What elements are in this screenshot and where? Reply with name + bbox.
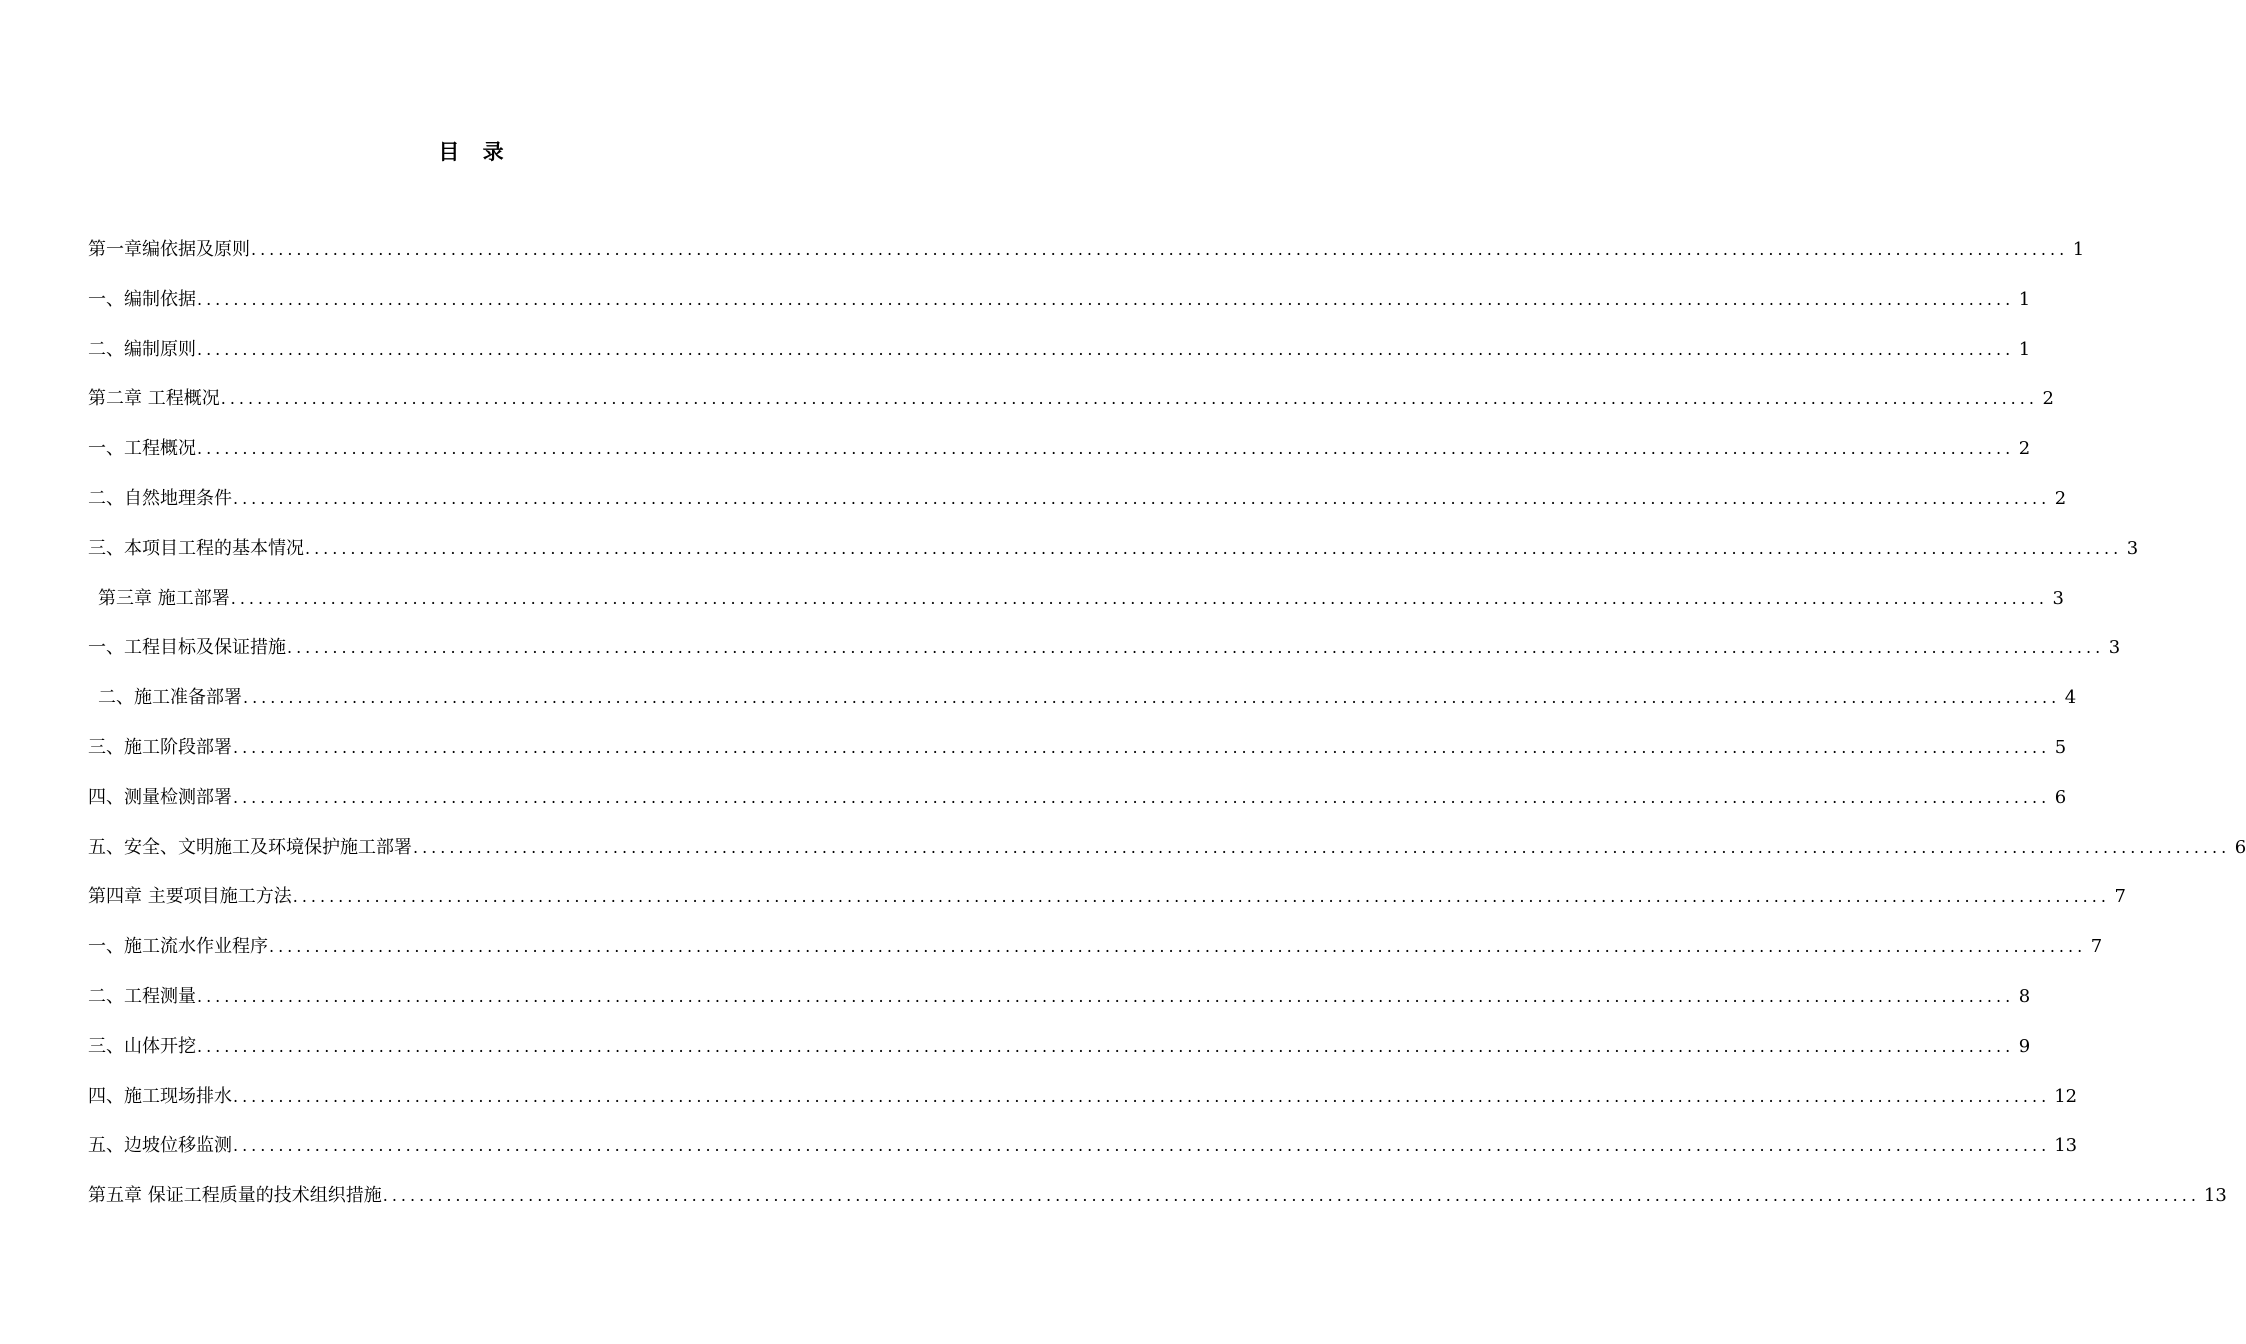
toc-entry-text: 四、施工现场排水 [88, 1085, 232, 1107]
toc-page-number: 13 [2054, 1135, 2078, 1157]
toc-page-number: 8 [2018, 985, 2031, 1007]
toc-entry-text: 三、本项目工程的基本情况 [88, 537, 304, 559]
toc-dot-leader: ........................................................................................................................................................................................................ [292, 887, 2110, 907]
toc-page-number: 6 [2054, 786, 2067, 808]
toc-dot-leader: ........................................................................................................................................................................................................ [220, 389, 2038, 409]
toc-entry[interactable] [88, 930, 2103, 980]
toc-entry[interactable] [88, 831, 2246, 881]
toc-entry[interactable] [88, 1080, 2078, 1130]
toc-page-number: 7 [2090, 936, 2103, 958]
toc-entry[interactable] [88, 1129, 2078, 1179]
toc-dot-leader: ........................................................................................................................................................................................................ [197, 1036, 2015, 1056]
toc-page-number: 12 [2054, 1085, 2078, 1107]
toc-entry-text: 二、自然地理条件 [88, 487, 232, 509]
toc-dot-leader: ........................................................................................................................................................................................................ [382, 1186, 2200, 1206]
toc-page-number: 13 [2203, 1185, 2227, 1207]
toc-entry[interactable] [88, 382, 2054, 432]
toc-page-number: 2 [2054, 487, 2067, 509]
toc-entry-text: 二、编制原则 [88, 338, 196, 360]
toc-entry-text: 一、工程目标及保证措施 [88, 637, 286, 659]
toc-entry[interactable] [88, 1179, 2227, 1229]
toc-dot-leader: ........................................................................................................................................................................................................ [413, 837, 2231, 857]
toc-dot-leader: ........................................................................................................................................................................................................ [287, 638, 2105, 658]
toc-entry-text: 第二章 工程概况 [88, 388, 220, 410]
toc-dot-leader: ........................................................................................................................................................................................................ [233, 1136, 2051, 1156]
toc-entry-text: 二、施工准备部署 [98, 687, 242, 709]
toc-dot-leader: ........................................................................................................................................................................................................ [233, 1086, 2051, 1106]
toc-entry[interactable] [88, 681, 2077, 731]
toc-page-number: 1 [2018, 288, 2031, 310]
toc-page-number: 5 [2054, 736, 2067, 758]
toc-entry-text: 五、边坡位移监测 [88, 1135, 232, 1157]
toc-entry[interactable] [88, 731, 2067, 781]
toc-dot-leader: ........................................................................................................................................................................................................ [197, 339, 2015, 359]
toc-title: 目 录 [438, 139, 512, 164]
toc-entry-text: 第三章 施工部署 [98, 587, 230, 609]
toc-entry[interactable] [88, 980, 2031, 1030]
toc-dot-leader: ........................................................................................................................................................................................................ [305, 538, 2123, 558]
toc-entry[interactable] [88, 532, 2139, 582]
toc-page-number: 9 [2018, 1035, 2031, 1057]
toc-dot-leader: ........................................................................................................................................................................................................ [251, 240, 2069, 259]
toc-page-number: 1 [2072, 239, 2085, 260]
toc-entry-text: 四、测量检测部署 [88, 786, 232, 808]
toc-page-number: 1 [2018, 338, 2031, 360]
toc-entry-text: 第一章编依据及原则 [88, 239, 250, 260]
toc-entry-text: 二、工程测量 [88, 985, 196, 1007]
toc-entry[interactable] [88, 233, 2085, 283]
toc-dot-leader: ........................................................................................................................................................................................................ [197, 289, 2015, 309]
toc-page-number: 2 [2042, 388, 2054, 410]
toc-entry-text: 一、编制依据 [88, 288, 196, 310]
toc-dot-leader: ........................................................................................................................................................................................................ [233, 787, 2051, 807]
toc-page-number: 3 [2052, 587, 2064, 609]
toc-entry[interactable] [88, 482, 2067, 532]
toc-dot-leader: ........................................................................................................................................................................................................ [233, 488, 2051, 508]
toc-entry-text: 第五章 保证工程质量的技术组织措施 [88, 1185, 382, 1207]
toc-dot-leader: ........................................................................................................................................................................................................ [230, 588, 2048, 608]
toc-entry-text: 第四章 主要项目施工方法 [88, 886, 292, 908]
toc-entry[interactable] [88, 582, 2064, 632]
toc-dot-leader: ........................................................................................................................................................................................................ [197, 439, 2015, 459]
toc-page-number: 7 [2114, 886, 2126, 908]
toc-page-number: 2 [2018, 438, 2031, 460]
toc-entry[interactable] [88, 432, 2031, 482]
toc-page-number: 3 [2126, 537, 2139, 559]
toc-entry-text: 三、山体开挖 [88, 1035, 196, 1057]
toc-dot-leader: ........................................................................................................................................................................................................ [243, 688, 2061, 708]
toc-entry-text: 三、施工阶段部署 [88, 736, 232, 758]
toc-entry[interactable] [88, 781, 2067, 831]
toc-dot-leader: ........................................................................................................................................................................................................ [269, 937, 2087, 957]
toc-dot-leader: ........................................................................................................................................................................................................ [233, 737, 2051, 757]
toc-entry[interactable] [88, 1030, 2031, 1080]
toc-entry[interactable] [88, 631, 2121, 681]
toc-entry[interactable] [88, 283, 2031, 333]
toc-page-number: 3 [2108, 637, 2121, 659]
toc-list [88, 233, 2246, 1229]
toc-entry[interactable] [88, 333, 2031, 383]
toc-entry-text: 五、安全、文明施工及环境保护施工部署 [88, 836, 412, 858]
toc-page-number: 4 [2064, 687, 2077, 709]
toc-entry-text: 一、施工流水作业程序 [88, 936, 268, 958]
toc-dot-leader: ........................................................................................................................................................................................................ [197, 986, 2015, 1006]
toc-page-number: 6 [2234, 836, 2246, 858]
toc-entry[interactable] [88, 880, 2126, 930]
toc-entry-text: 一、工程概况 [88, 438, 196, 460]
